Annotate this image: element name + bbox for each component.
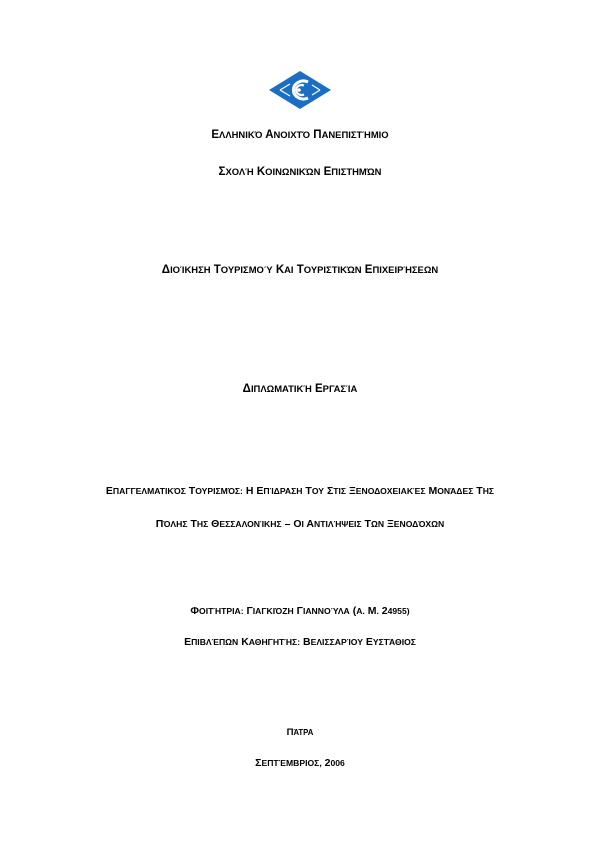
- university-name: ΕΛΛΗΝΙΚΌ ΑΝΟΙΧΤΌ ΠΑΝΕΠΙΣΤΉΜΙΟ: [211, 129, 389, 141]
- thesis-title-line-2: ΠΌΛΗΣ ΤΗΣ ΘΕΣΣΑΛΟΝΊΚΗΣ – ΟΙ ΑΝΤΙΛΉΨΕΙΣ ΤΩΝ ΞΕΝΟΔΌΧΩΝ: [155, 518, 445, 530]
- thesis-title-line-1: ΕΠΑΓΓΕΛΜΑΤΙΚΌΣ ΤΟΥΡΙΣΜΌΣ: Η ΕΠΊΔΡΑΣΗ ΤΟΥ ΣΤΙΣ ΞΕΝΟΔΟΧΕΙΑΚΈΣ ΜΟΝΆΔΕΣ ΤΗΣ: [105, 485, 495, 497]
- student-name: ΦΟΙΤΉΤΡΙΑ: ΓΙΑΓΚΙΌΖΗ ΓΙΑΝΝΟΎΛΑ (Α. Μ. 24955): [190, 605, 410, 617]
- school-name: ΣΧΟΛΉ ΚΟΙΝΩΝΙΚΏΝ ΕΠΙΣΤΗΜΏΝ: [218, 166, 382, 178]
- document-type: ΔΙΠΛΩΜΑΤΙΚΉ ΕΡΓΑΣΊΑ: [242, 383, 358, 395]
- city: ΠΆΤΡΑ: [286, 727, 314, 738]
- date: ΣΕΠΤΈΜΒΡΙΟΣ, 2006: [255, 757, 345, 769]
- supervisor-name: ΕΠΙΒΛΈΠΩΝ ΚΑΘΗΓΗΤΉΣ: ΒΕΛΙΣΣΑΡΊΟΥ ΕΥΣΤΆΘΙΟΣ: [184, 636, 416, 648]
- program-name: ΔΙΟΊΚΗΣΗ ΤΟΥΡΙΣΜΟΎ ΚΑΙ ΤΟΥΡΙΣΤΙΚΏΝ ΕΠΙΧΕΙΡΉΣΕΩΝ: [161, 264, 439, 276]
- university-logo-icon: [268, 70, 332, 110]
